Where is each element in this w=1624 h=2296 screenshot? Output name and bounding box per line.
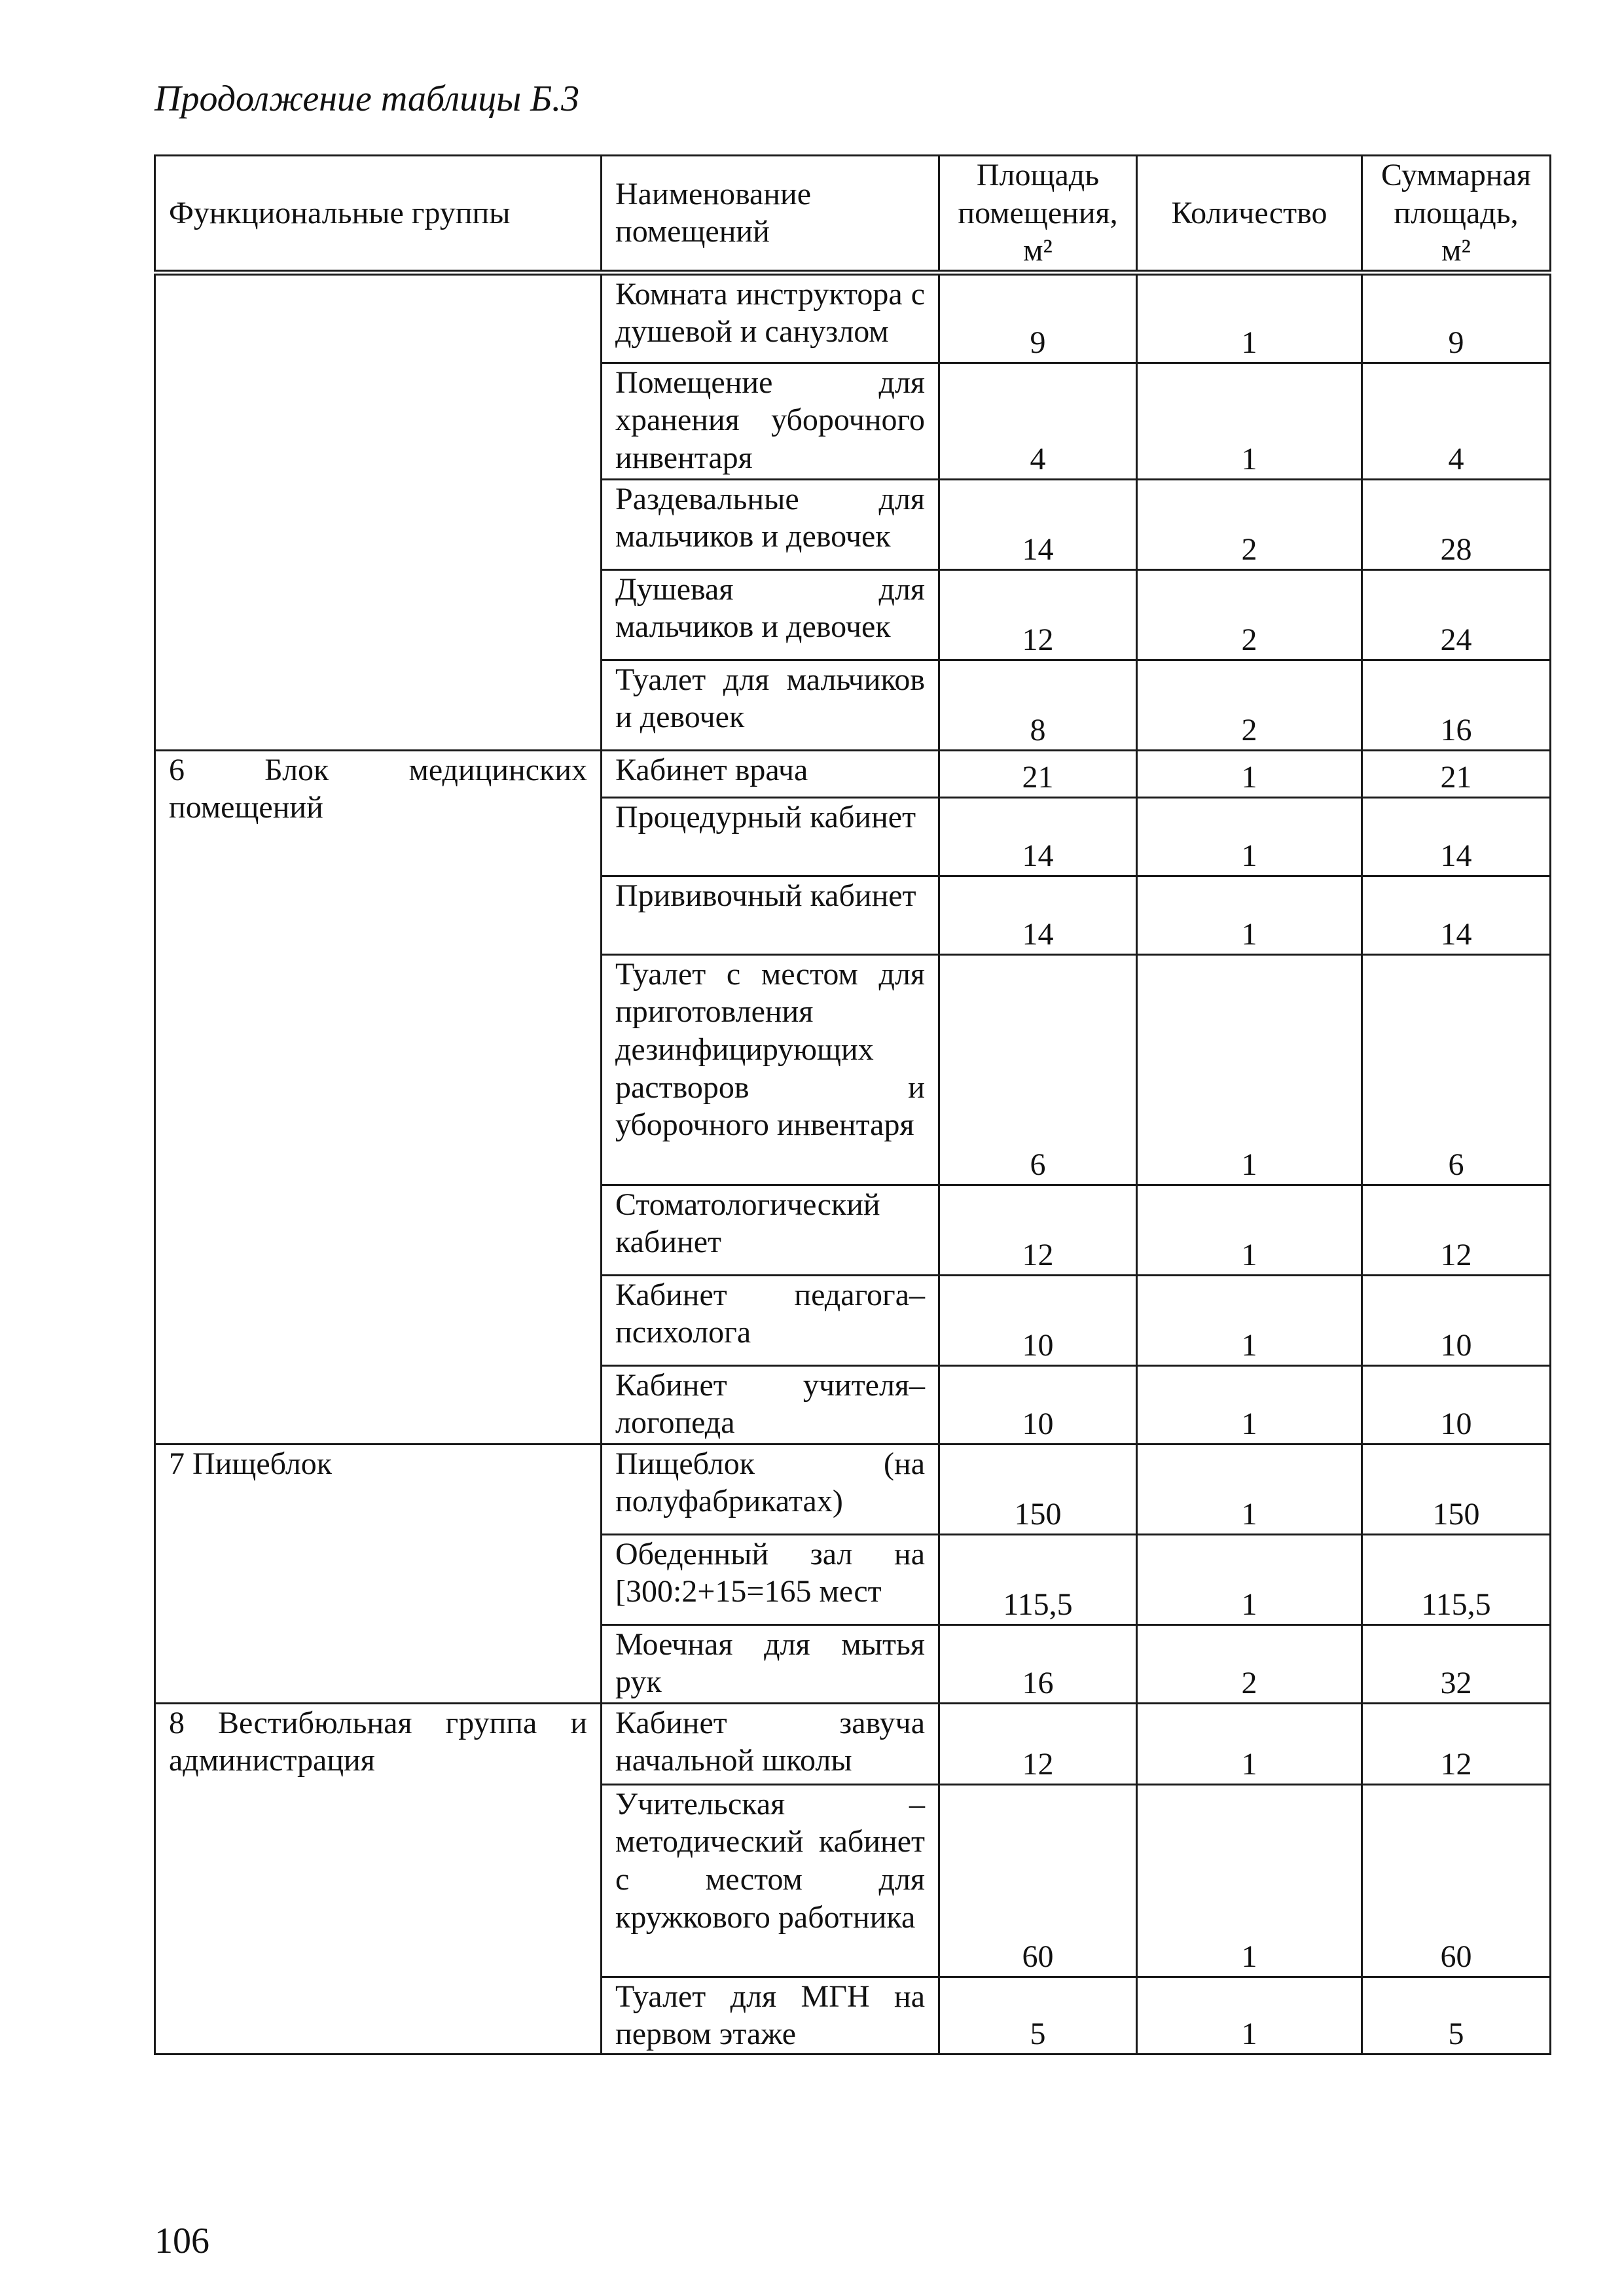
header-functional-groups: Функциональные группы: [155, 156, 602, 273]
room-count: 1: [1137, 1534, 1362, 1624]
room-count: 1: [1137, 954, 1362, 1185]
room-area: 12: [939, 1703, 1137, 1784]
room-area: 8: [939, 660, 1137, 750]
room-name: Туалет для МГН на первом этаже: [602, 1977, 939, 2054]
room-count: 1: [1137, 876, 1362, 954]
room-total: 12: [1362, 1185, 1551, 1275]
room-name: Кабинет завуча начальной школы: [602, 1703, 939, 1784]
header-total-area: Суммарная площадь, м²: [1362, 156, 1551, 273]
room-count: 2: [1137, 479, 1362, 569]
room-total: 6: [1362, 954, 1551, 1185]
room-name: Помещение для хранения уборочного инвентаря: [602, 363, 939, 479]
room-area: 115,5: [939, 1534, 1137, 1624]
room-name: Комната инструктора с душевой и санузлом: [602, 272, 939, 363]
table-row: [155, 750, 1551, 797]
room-count: 1: [1137, 797, 1362, 876]
room-count: 1: [1137, 1185, 1362, 1275]
room-area: 14: [939, 479, 1137, 569]
room-total: 16: [1362, 660, 1551, 750]
room-total: 14: [1362, 797, 1551, 876]
room-area: 14: [939, 876, 1137, 954]
room-count: 2: [1137, 569, 1362, 660]
room-total: 60: [1362, 1784, 1551, 1977]
room-name: Учительская – методический кабинет с местом для кружкового работника: [602, 1784, 939, 1977]
room-count: 1: [1137, 750, 1362, 797]
room-count: 1: [1137, 1365, 1362, 1444]
room-area: 10: [939, 1275, 1137, 1365]
room-name: Туалет с местом для приготовления дезинфицирующих растворов и уборочного инвентаря: [602, 954, 939, 1185]
rooms-table: [154, 154, 1551, 2055]
room-name: Кабинет врача: [602, 750, 939, 797]
page-number: 106: [154, 2221, 209, 2261]
room-area: 60: [939, 1784, 1137, 1977]
room-total: 150: [1362, 1444, 1551, 1534]
room-count: 1: [1137, 363, 1362, 479]
room-count: 1: [1137, 272, 1362, 363]
room-count: 2: [1137, 660, 1362, 750]
table-row: [155, 272, 1551, 363]
room-name: Пищеблок (на полуфабрикатах): [602, 1444, 939, 1534]
room-total: 9: [1362, 272, 1551, 363]
group-cell: [155, 272, 602, 750]
room-name: Кабинет педагога–психолога: [602, 1275, 939, 1365]
table-header-row: [155, 156, 1551, 273]
room-total: 5: [1362, 1977, 1551, 2054]
room-area: 12: [939, 569, 1137, 660]
room-area: 10: [939, 1365, 1137, 1444]
room-count: 1: [1137, 1703, 1362, 1784]
room-name: Кабинет учителя–логопеда: [602, 1365, 939, 1444]
room-name: Туалет для мальчиков и девочек: [602, 660, 939, 750]
room-total: 24: [1362, 569, 1551, 660]
group-cell: 8 Вестибюльная группа и администрация: [155, 1703, 602, 2054]
room-total: 32: [1362, 1624, 1551, 1703]
room-area: 14: [939, 797, 1137, 876]
table-row: [155, 1703, 1551, 1784]
room-name: Раздевальные для мальчиков и девочек: [602, 479, 939, 569]
room-total: 12: [1362, 1703, 1551, 1784]
room-area: 5: [939, 1977, 1137, 2054]
room-total: 10: [1362, 1365, 1551, 1444]
room-area: 21: [939, 750, 1137, 797]
room-area: 6: [939, 954, 1137, 1185]
header-room-area: Площадь помещения, м²: [939, 156, 1137, 273]
header-count: Количество: [1137, 156, 1362, 273]
room-total: 10: [1362, 1275, 1551, 1365]
room-area: 9: [939, 272, 1137, 363]
room-name: Душевая для мальчиков и девочек: [602, 569, 939, 660]
room-name: Моечная для мытья рук: [602, 1624, 939, 1703]
room-total: 115,5: [1362, 1534, 1551, 1624]
group-cell: 6 Блок медицинских помещений: [155, 750, 602, 1444]
room-count: 2: [1137, 1624, 1362, 1703]
header-room-name: Наименование помещений: [602, 156, 939, 273]
room-count: 1: [1137, 1977, 1362, 2054]
room-area: 4: [939, 363, 1137, 479]
room-area: 16: [939, 1624, 1137, 1703]
room-total: 4: [1362, 363, 1551, 479]
room-total: 21: [1362, 750, 1551, 797]
room-area: 150: [939, 1444, 1137, 1534]
room-count: 1: [1137, 1784, 1362, 1977]
room-name: Процедурный кабинет: [602, 797, 939, 876]
room-area: 12: [939, 1185, 1137, 1275]
room-count: 1: [1137, 1444, 1362, 1534]
room-total: 14: [1362, 876, 1551, 954]
table-row: [155, 1444, 1551, 1534]
room-name: Прививочный кабинет: [602, 876, 939, 954]
room-name: Стоматологический кабинет: [602, 1185, 939, 1275]
room-count: 1: [1137, 1275, 1362, 1365]
table-caption: Продолжение таблицы Б.3: [154, 79, 580, 119]
room-total: 28: [1362, 479, 1551, 569]
room-name: Обеденный зал на [300:2+15=165 мест: [602, 1534, 939, 1624]
group-cell: 7 Пищеблок: [155, 1444, 602, 1703]
